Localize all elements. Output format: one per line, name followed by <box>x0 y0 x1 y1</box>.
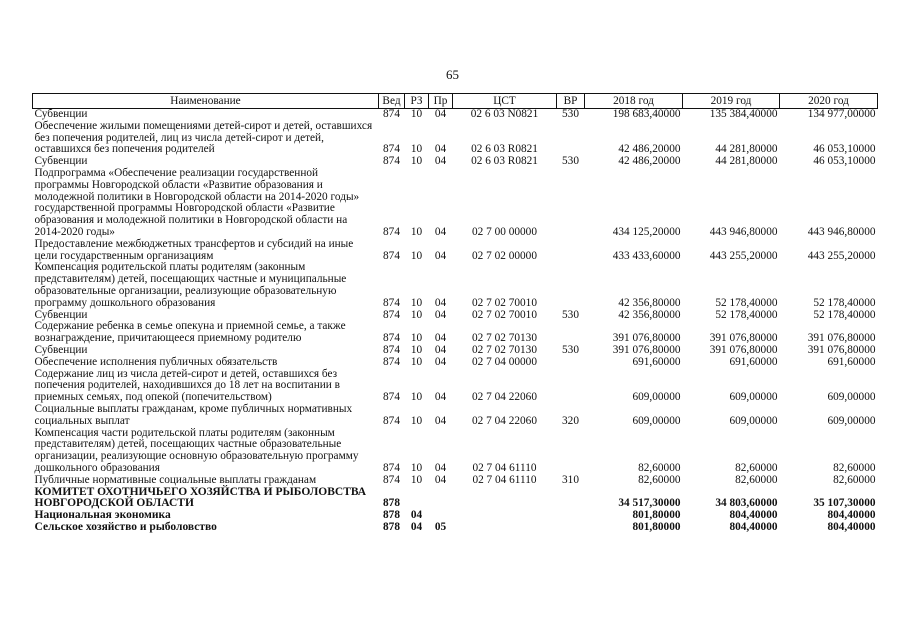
cell-2019: 609,00000 <box>729 414 778 427</box>
cell-2020: 391 076,80000 <box>807 343 876 356</box>
table-row <box>33 357 878 369</box>
cell-2018: 609,00000 <box>632 391 681 404</box>
table-row <box>33 475 878 487</box>
cell-name: Обеспечение жилыми помещениями детей-сирот и детей, оставшихся без попечения родителей, лиц из числа детей-сирот и детей, оставшихся без попечения родителей <box>34 119 373 156</box>
cell-rz: 10 <box>410 143 423 156</box>
cell-2019: 82,60000 <box>735 461 778 474</box>
cell-ved: 874 <box>383 414 400 427</box>
cell-2018: 801,80000 <box>632 509 681 522</box>
cell-2020: 804,40000 <box>827 509 876 522</box>
table-row <box>33 168 878 239</box>
cell-2020: 52 178,40000 <box>813 296 876 309</box>
cell-ved: 874 <box>383 355 400 368</box>
header-vr: ВР <box>557 94 585 109</box>
cell-pr: 04 <box>434 414 447 427</box>
page-number: 65 <box>446 67 459 82</box>
cell-ved: 874 <box>383 296 400 309</box>
header-name: Наименование <box>33 94 379 109</box>
cell-rz: 10 <box>410 108 423 120</box>
cell-ved: 874 <box>383 473 400 486</box>
cell-vr <box>557 262 585 309</box>
cell-rz: 10 <box>410 308 423 321</box>
cell-2018: 433 433,60000 <box>612 249 681 262</box>
cell-2019: 804,40000 <box>729 520 778 533</box>
cell-cst: 02 7 04 61110 <box>472 473 537 486</box>
cell-2018: 801,80000 <box>632 520 681 533</box>
cell-name: Субвенции <box>34 108 88 120</box>
cell-rz: 10 <box>410 249 423 262</box>
cell-name: Субвенции <box>34 308 88 321</box>
cell-2018: 82,60000 <box>638 461 681 474</box>
cell-2018: 42 486,20000 <box>618 155 681 168</box>
cell-cst: 02 7 02 70010 <box>472 296 537 309</box>
cell-ved: 874 <box>383 225 400 238</box>
cell-cst: 02 7 04 22060 <box>472 414 537 427</box>
cell-ved: 874 <box>383 249 400 262</box>
table-row <box>33 404 878 428</box>
header-2018: 2018 год <box>585 94 683 109</box>
cell-vr <box>557 321 585 345</box>
cell-2020: 609,00000 <box>827 391 876 404</box>
cell-rz: 10 <box>410 414 423 427</box>
cell-vr <box>557 428 585 475</box>
cell-ved: 878 <box>383 497 400 510</box>
cell-2019: 135 384,40000 <box>709 108 778 120</box>
cell-name: Субвенции <box>34 155 88 168</box>
cell-cst: 02 6 03 N0821 <box>470 108 539 120</box>
table-header-row <box>33 94 878 109</box>
table-row <box>33 121 878 156</box>
cell-pr <box>429 487 453 511</box>
cell-pr: 04 <box>434 155 447 168</box>
cell-ved: 874 <box>383 108 400 120</box>
cell-pr: 04 <box>434 355 447 368</box>
table-row <box>33 262 878 309</box>
cell-ved: 874 <box>383 155 400 168</box>
cell-2020: 391 076,80000 <box>807 332 876 345</box>
cell-pr: 04 <box>434 343 447 356</box>
cell-name: Обеспечение исполнения публичных обязательств <box>34 355 278 368</box>
cell-cst: 02 6 03 R0821 <box>471 155 538 168</box>
cell-2020: 82,60000 <box>833 461 876 474</box>
table-row <box>33 369 878 404</box>
table-row <box>33 487 878 511</box>
cell-2019: 44 281,80000 <box>715 143 778 156</box>
cell-name: Компенсация части родительской платы родителям (законным представителям) детей, посещающих частные образовательные организации, реализующие основную образовательную программу дошкольного образования <box>34 426 359 474</box>
cell-2018: 82,60000 <box>638 473 681 486</box>
cell-cst: 02 6 03 R0821 <box>471 143 538 156</box>
cell-2020: 35 107,30000 <box>813 497 876 510</box>
cell-name: Субвенции <box>34 343 88 356</box>
header-2020: 2020 год <box>780 94 878 109</box>
cell-2020: 443 946,80000 <box>807 225 876 238</box>
cell-2018: 42 486,20000 <box>618 143 681 156</box>
cell-name: Публичные нормативные социальные выплаты гражданам <box>34 473 317 486</box>
cell-2020: 46 053,10000 <box>813 155 876 168</box>
cell-name: Содержание ребенка в семье опекуна и приемной семье, а также вознаграждение, причитающееся приемному родителю <box>34 320 346 345</box>
cell-name: КОМИТЕТ ОХОТНИЧЬЕГО ХОЗЯЙСТВА И РЫБОЛОВСТВА НОВГОРОДСКОЙ ОБЛАСТИ <box>34 485 367 510</box>
cell-vr: 310 <box>562 473 579 486</box>
cell-cst: 02 7 04 00000 <box>472 355 537 368</box>
cell-pr: 05 <box>434 520 447 533</box>
table-row <box>33 109 878 121</box>
cell-name: Компенсация родительской платы родителям (законным представителям) детей, посещающих частные и муниципальные образовательные организации, реализующие образовательную программу дошкольного образования <box>34 261 347 309</box>
cell-2018: 609,00000 <box>632 414 681 427</box>
header-pr: Пр <box>429 94 453 109</box>
cell-cst: 02 7 02 70130 <box>472 343 537 356</box>
cell-vr <box>557 239 585 263</box>
cell-2018: 391 076,80000 <box>612 343 681 356</box>
cell-cst: 02 7 00 00000 <box>472 225 537 238</box>
cell-vr: 530 <box>562 308 579 321</box>
cell-2019: 691,60000 <box>729 355 778 368</box>
cell-rz: 04 <box>410 520 423 533</box>
cell-2020: 82,60000 <box>833 473 876 486</box>
cell-rz: 10 <box>410 461 423 474</box>
header-rz: РЗ <box>405 94 429 109</box>
cell-pr: 04 <box>434 461 447 474</box>
cell-vr: 530 <box>562 108 579 120</box>
cell-2019: 804,40000 <box>729 509 778 522</box>
cell-cst <box>453 522 557 534</box>
cell-vr: 320 <box>562 414 579 427</box>
cell-ved: 874 <box>383 143 400 156</box>
cell-rz: 10 <box>410 332 423 345</box>
cell-ved: 874 <box>383 332 400 345</box>
header-cst: ЦСТ <box>453 94 557 109</box>
cell-2019: 609,00000 <box>729 391 778 404</box>
cell-2019: 82,60000 <box>735 473 778 486</box>
cell-cst <box>453 510 557 522</box>
table-row <box>33 239 878 263</box>
cell-cst: 02 7 02 70010 <box>472 308 537 321</box>
cell-vr <box>557 168 585 239</box>
cell-2018: 691,60000 <box>632 355 681 368</box>
cell-pr: 04 <box>434 296 447 309</box>
cell-2019: 44 281,80000 <box>715 155 778 168</box>
cell-2020: 804,40000 <box>827 520 876 533</box>
cell-cst: 02 7 02 70130 <box>472 332 537 345</box>
cell-2020: 609,00000 <box>827 414 876 427</box>
cell-vr <box>557 369 585 404</box>
cell-rz: 10 <box>410 473 423 486</box>
cell-ved: 878 <box>383 509 400 522</box>
cell-vr <box>557 510 585 522</box>
cell-name: Содержание лиц из числа детей-сирот и детей, оставшихся без попечения родителей, находившихся до 18 лет на воспитании в приемных семьях, под опекой (попечительством) <box>34 367 340 404</box>
cell-2018: 198 683,40000 <box>612 108 681 120</box>
cell-2020: 691,60000 <box>827 355 876 368</box>
cell-name: Национальная экономика <box>34 509 171 522</box>
cell-pr: 04 <box>434 473 447 486</box>
cell-pr: 04 <box>434 332 447 345</box>
cell-2018: 34 517,30000 <box>618 497 681 510</box>
cell-rz: 10 <box>410 155 423 168</box>
cell-vr <box>557 487 585 511</box>
table-row <box>33 522 878 534</box>
table-row <box>33 345 878 357</box>
cell-vr <box>557 522 585 534</box>
cell-ved: 874 <box>383 343 400 356</box>
cell-rz: 10 <box>410 296 423 309</box>
cell-pr: 04 <box>434 108 447 120</box>
cell-cst: 02 7 04 61110 <box>472 461 537 474</box>
cell-cst: 02 7 04 22060 <box>472 391 537 404</box>
cell-ved: 878 <box>383 520 400 533</box>
cell-vr: 530 <box>562 155 579 168</box>
cell-rz: 04 <box>410 509 423 522</box>
cell-2018: 391 076,80000 <box>612 332 681 345</box>
table-row <box>33 321 878 345</box>
cell-2019: 52 178,40000 <box>715 308 778 321</box>
cell-2020: 46 053,10000 <box>813 143 876 156</box>
cell-2019: 391 076,80000 <box>709 343 778 356</box>
cell-2020: 52 178,40000 <box>813 308 876 321</box>
cell-ved: 874 <box>383 308 400 321</box>
cell-ved: 874 <box>383 461 400 474</box>
budget-table <box>32 93 878 534</box>
cell-2019: 391 076,80000 <box>709 332 778 345</box>
cell-vr <box>557 357 585 369</box>
cell-2020: 134 977,00000 <box>807 108 876 120</box>
cell-vr <box>557 121 585 156</box>
cell-rz: 10 <box>410 391 423 404</box>
cell-ved: 874 <box>383 391 400 404</box>
cell-vr: 530 <box>562 343 579 356</box>
cell-rz: 10 <box>410 355 423 368</box>
cell-pr: 04 <box>434 391 447 404</box>
cell-name: Предоставление межбюджетных трансфертов и субсидий на иные цели государственным организациям <box>34 237 354 262</box>
cell-2018: 42 356,80000 <box>618 296 681 309</box>
cell-name: Социальные выплаты гражданам, кроме публичных нормативных социальных выплат <box>34 402 353 427</box>
cell-pr: 04 <box>434 143 447 156</box>
cell-pr: 04 <box>434 249 447 262</box>
cell-pr: 04 <box>434 225 447 238</box>
cell-rz <box>405 487 429 511</box>
cell-cst <box>453 487 557 511</box>
cell-2019: 52 178,40000 <box>715 296 778 309</box>
cell-2018: 42 356,80000 <box>618 308 681 321</box>
cell-2018: 434 125,20000 <box>612 225 681 238</box>
cell-name: Сельское хозяйство и рыболовство <box>34 520 217 533</box>
cell-cst: 02 7 02 00000 <box>472 249 537 262</box>
cell-2020: 443 255,20000 <box>807 249 876 262</box>
cell-name: Подпрограмма «Обеспечение реализации государственной программы Новгородской области «Развитие образования и молодежной политики в Новгородской области на 2014-2020 годы» государственной программы Новгородской области «Развитие образования и молодежной политики в Новгородской области на 2014-2020 годы» <box>34 166 360 238</box>
cell-2019: 443 255,20000 <box>709 249 778 262</box>
cell-rz: 10 <box>410 225 423 238</box>
table-row <box>33 428 878 475</box>
cell-pr: 04 <box>434 308 447 321</box>
header-2019: 2019 год <box>683 94 780 109</box>
cell-2019: 443 946,80000 <box>709 225 778 238</box>
cell-rz: 10 <box>410 343 423 356</box>
table-body <box>33 109 878 534</box>
cell-2019: 34 803,60000 <box>715 497 778 510</box>
header-ved: Вед <box>379 94 405 109</box>
